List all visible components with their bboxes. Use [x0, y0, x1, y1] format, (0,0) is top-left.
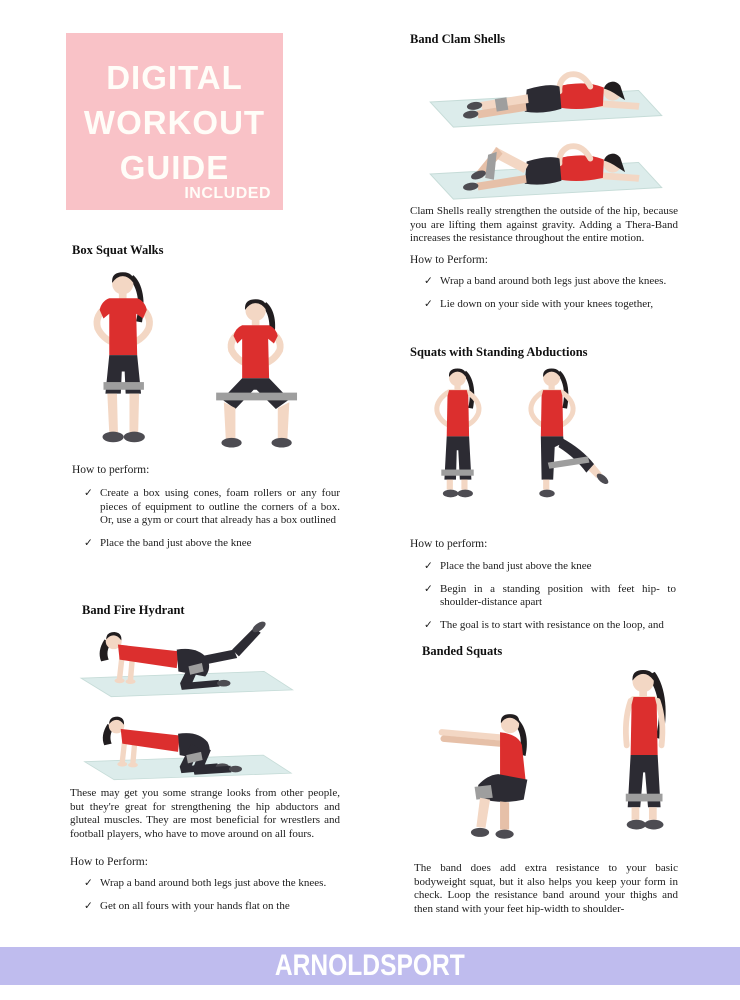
bullet-text: Wrap a band around both legs just above the knees. — [100, 877, 327, 889]
bullet-text: Lie down on your side with your knees together, — [440, 297, 654, 310]
bullet-text: Wrap a band around both legs just above the knees. — [440, 275, 667, 287]
bullet-text: Get on all fours with your hands flat on the — [100, 899, 290, 912]
bullet-text: The goal is to start with resistance on the loop, and — [440, 618, 664, 631]
section-description: The band does add extra resistance to your basic bodyweight squat, but it also helps you keep your form in check. Loop the resistance band around your thighs and then stand with your feet hip-width to shoulder- — [414, 862, 678, 915]
included-label: INCLUDED — [184, 185, 271, 202]
bullet-text: Begin in a standing position with feet hip- to shoulder-distance apart — [440, 582, 676, 608]
bullet-list — [424, 275, 678, 320]
bullet-item — [424, 583, 676, 610]
brand-banner — [0, 947, 740, 985]
bullet-item — [424, 275, 678, 289]
check-icon: ✓ — [424, 298, 433, 310]
check-icon: ✓ — [424, 276, 433, 287]
how-to-label: How to Perform: — [410, 254, 488, 266]
section-description: Clam Shells really strengthen the outside of the hip, because you are lifting them against gravity. Adding a Thera-Band increases the resistance throughout the entire motion. — [410, 205, 678, 244]
section-title-box-squat-walks: Box Squat Walks — [72, 243, 164, 257]
bullet-item — [84, 487, 340, 528]
bullet-item — [424, 619, 676, 633]
bullet-item — [424, 560, 676, 574]
bullet-text: Create a box using cones, foam rollers or any four pieces of equipment to outline the corners of a box. Or, use a gym or court that already has a box outlined — [100, 487, 340, 526]
section-title-squats-standing-abductions: Squats with Standing Abductions — [410, 345, 588, 359]
badge-line: DIGITAL — [106, 59, 243, 96]
band-clam-shells-illustration-closed — [414, 48, 676, 130]
check-icon: ✓ — [424, 561, 433, 572]
how-to-label: How to perform: — [410, 538, 488, 550]
bullet-list — [84, 487, 340, 559]
badge-line: GUIDE — [119, 149, 230, 186]
how-to-label: How to Perform: — [70, 856, 148, 868]
check-icon: ✓ — [84, 900, 93, 912]
bullet-list — [424, 560, 676, 641]
section-title-banded-squats: Banded Squats — [422, 644, 503, 658]
check-icon: ✓ — [84, 878, 93, 889]
bullet-item — [84, 877, 340, 891]
bullet-text: Place the band just above the knee — [100, 536, 252, 549]
bullet-item — [84, 900, 340, 914]
bullet-text: Place the band just above the knee — [440, 560, 592, 572]
bullet-list — [84, 877, 340, 922]
section-description: These may get you some strange looks from other people, but they're great for strengthening the hip abductors and gluteal muscles. They are most beneficial for wrestlers and football players, who have to move around on all fours. — [70, 787, 340, 840]
band-fire-hydrant-illustration-raised — [60, 616, 322, 700]
section-title-band-fire-hydrant: Band Fire Hydrant — [82, 603, 185, 617]
brand-name: ARNOLDSPORT — [275, 949, 465, 982]
bullet-item — [84, 537, 340, 551]
band-clam-shells-illustration-open — [414, 120, 676, 202]
banded-squats-illustration — [416, 656, 706, 856]
digital-guide-badge — [66, 33, 283, 210]
band-fire-hydrant-illustration-kneeling — [66, 701, 318, 783]
box-squat-walks-illustration — [64, 260, 324, 456]
badge-line: WORKOUT — [83, 104, 266, 141]
check-icon: ✓ — [424, 583, 433, 595]
section-title-band-clam-shells: Band Clam Shells — [410, 32, 506, 46]
check-icon: ✓ — [424, 619, 433, 631]
squats-standing-abductions-illustration — [412, 360, 628, 522]
bullet-item — [424, 298, 678, 312]
how-to-label: How to perform: — [72, 464, 150, 476]
check-icon: ✓ — [84, 488, 93, 499]
check-icon: ✓ — [84, 537, 93, 549]
